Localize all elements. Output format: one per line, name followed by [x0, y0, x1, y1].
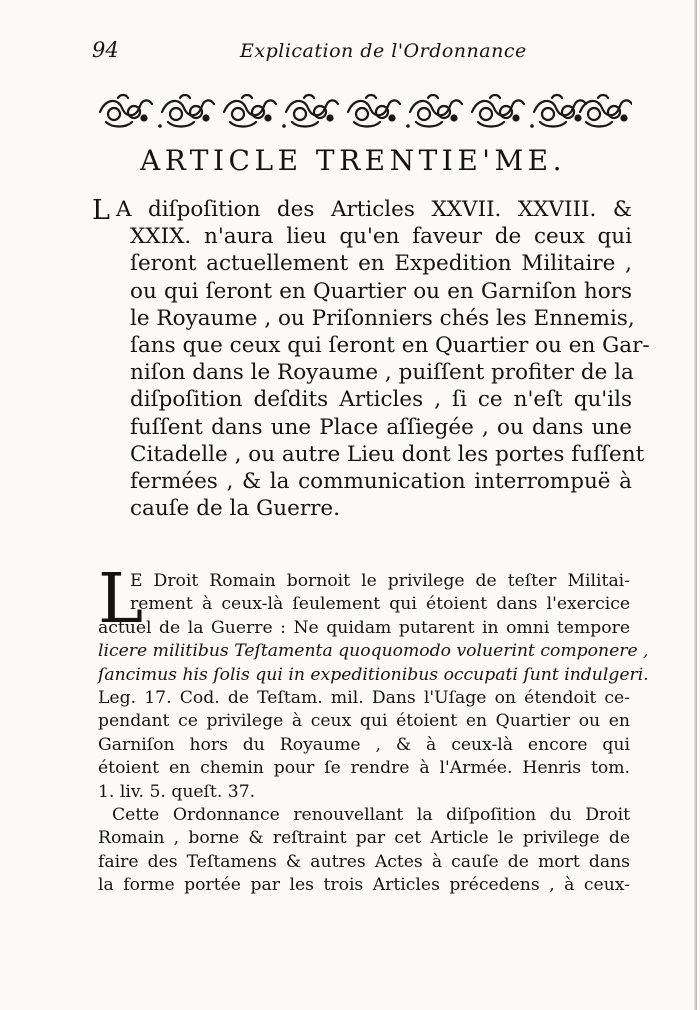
article-line: Citadelle , ou autre Lieu dont les portes fuſſent: [130, 441, 645, 467]
article-line: niſon dans le Royaume , puiſſent profiter de la: [130, 360, 634, 386]
commentary-line: Leg. 17. Cod. de Teſtam. mil. Dans l'Uſage on étendoit ce-: [98, 687, 630, 708]
article-line: ſans que ceux qui ſeront en Quartier ou en Gar-: [130, 332, 650, 358]
commentary-line: E Droit Romain bornoit le privilege de teſter Militai-: [130, 571, 630, 591]
commentary-line: actuel de la Guerre : Ne quidam putarent in omni tempore: [98, 617, 630, 638]
article-line: cauſe de la Guerre.: [130, 496, 340, 522]
running-title: Explication de l'Ordonnance: [240, 40, 527, 62]
commentary-drop-letter: L: [98, 560, 144, 639]
latin-quote: ſancimus his ſolis qui in expeditionibus occupati ſunt indulgeri.: [98, 664, 649, 685]
article-line: ou qui ſeront en Quartier ou en Garniſon hors: [130, 278, 632, 304]
commentary-line: pendant ce privilege à ceux qui étoient en Quartier ou en: [98, 711, 630, 732]
article-line: ſeront actuellement en Expedition Militaire ,: [130, 251, 632, 277]
commentary-line: [98, 664, 649, 687]
commentary-line: Garniſon hors du Royaume , & à ceux-là encore qui: [98, 734, 630, 755]
article-line: fuſſent dans une Place aſſiegée , ou dans une: [130, 414, 632, 440]
article-line: fermées , & la communication interrompuë à: [130, 468, 632, 494]
article-line: XXIX. n'aura lieu qu'en faveur de ceux qui: [130, 224, 632, 250]
article-drop-letter: L: [92, 195, 110, 226]
article-text: [92, 195, 650, 522]
commentary-line: Cette Ordonnance renouvellant la diſpoſition du Droit: [112, 804, 630, 825]
article-heading: ARTICLE TRENTIE'ME.: [140, 144, 566, 177]
commentary-line: 1. liv. 5. queſt. 37.: [98, 781, 256, 802]
article-line: le Royaume , ou Priſonniers chés les Ennemis,: [130, 305, 635, 331]
commentary-line: la forme portée par les trois Articles précedens , à ceux-: [98, 875, 630, 896]
floral-vine-ornament: [96, 92, 632, 132]
commentary-line: [98, 640, 649, 663]
article-line: A diſpoſition des Articles XXVII. XXVIII. &: [115, 197, 632, 222]
commentary-line: rement à ceux-là ſeulement qui étoient dans l'exercice: [130, 594, 630, 615]
commentary-line: étoient en chemin pour ſe rendre à l'Armée. Henris tom.: [98, 758, 630, 779]
commentary-line: faire des Teſtamens & autres Actes à cauſe de mort dans: [98, 851, 630, 872]
page-number: 94: [92, 38, 119, 62]
page-edge-shadow: [694, 0, 697, 1010]
article-line: diſpoſition deſdits Articles , ſi ce n'eſt qu'ils: [130, 387, 632, 413]
commentary-text: [98, 560, 649, 897]
latin-quote: licere militibus Teſtamenta quoquomodo voluerint componere ,: [98, 641, 649, 662]
commentary-line: Romain , borne & reſtraint par cet Article le privilege de: [98, 828, 630, 849]
